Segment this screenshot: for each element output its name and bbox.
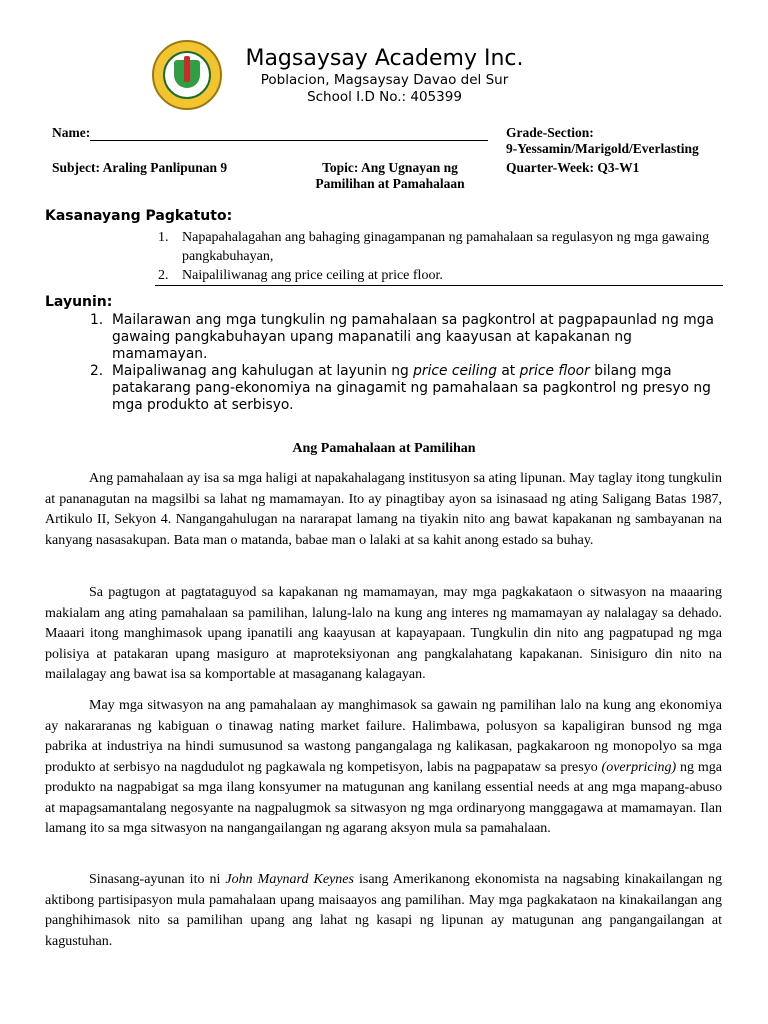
topic-label xyxy=(290,160,490,192)
text-run: May mga sitwasyon na ang pamahalaan ay manghimasok sa gawain ng pamilihan lalo na kung ang ekonomiya ay nakararanas ng kabiguan o tinawag nating market failure. Halimbawa, polusyon sa kapaligiran bunsod ng mga pabrika at industriya na hindi sumusunod sa wastong pangangalaga ng kalikasan, pagkakaroon ng monopolyo sa mga produkto at serbisyo na nagdudulot ng pagkawala ng kompetisyon, labis na pagpapataw sa presyo xyxy=(45,698,722,775)
text-run: ng mga produkto na nagpabigat sa mga ilang konsyumer na matugunan ang kanilang essential needs at ang mga mapang-abuso at mapagsamantalang negosyante na nagpalugmok sa sitwasyon ng mga ordinaryong manggagawa at mamamayan. Ilan lamang ito sa mga sitwasyon na nangangailangan ng agarang aksyon mula sa pamahalaan. xyxy=(45,759,722,836)
name-label: Name: xyxy=(52,125,91,140)
text-run: bilang mga patakarang pang-ekonomiya na ginagamit ng pamahalaan sa pagkontrol ng presyo ng mga produkto at serbisyo. xyxy=(112,363,711,413)
grade-section xyxy=(506,125,699,157)
list-number: 2. xyxy=(158,268,169,283)
topic-line-1: Topic: Ang Ugnayan ng xyxy=(322,160,458,175)
list-item xyxy=(90,363,725,414)
list-item-text xyxy=(112,363,711,413)
text-run: isang Amerikanong ekonomista na nagsabing kinakailangan ng aktibong partisipasyon mula pamahalaan upang maisaayos ang pamilihan. May mga pagkakataon na kinakailangan ang panghihimasok nito sa pamilihan upang ang lahat ng kasapi ng lipunan ay matugunan ang pangangailangan at kagustuhan. xyxy=(45,872,723,949)
list-number: 1. xyxy=(90,312,104,328)
subject-label: Subject: Araling Panlipunan 9 xyxy=(52,160,228,175)
list-item-text: Naipaliliwanag ang price ceiling at price floor. xyxy=(182,268,443,283)
school-logo xyxy=(152,40,222,110)
kasanayan-list xyxy=(155,228,723,286)
school-id: School I.D No.: 405399 xyxy=(307,89,462,105)
term-overpricing: (overpricing) xyxy=(601,759,677,775)
name-field xyxy=(52,125,488,141)
text-run: Maipaliwanag ang kahulugan at layunin ng xyxy=(112,363,414,379)
list-item xyxy=(155,266,723,286)
list-number: 2. xyxy=(90,363,104,379)
school-header xyxy=(232,46,537,106)
paragraph-3 xyxy=(45,696,722,840)
school-name: Magsaysay Academy Inc. xyxy=(245,46,524,71)
list-item xyxy=(90,312,725,363)
layunin-heading: Layunin: xyxy=(45,294,113,310)
grade-section-value: 9-Yessamin/Marigold/Everlasting xyxy=(506,141,699,156)
school-address: Poblacion, Magsaysay Davao del Sur xyxy=(260,72,509,88)
list-item xyxy=(155,228,723,266)
name-blank-line[interactable] xyxy=(90,127,488,141)
text-run: at xyxy=(496,363,520,379)
name-keynes: John Maynard Keynes xyxy=(225,872,354,887)
list-item-text: Mailarawan ang mga tungkulin ng pamahalaan sa pagkontrol at pagpapaunlad ng mga gawaing pangkabuhayan upang mapanatili ang kaayusan at kapakanan ng mamamayan. xyxy=(112,312,714,362)
article-title: Ang Pamahalaan at Pamilihan xyxy=(292,441,476,456)
layunin-list xyxy=(90,312,725,414)
grade-section-label: Grade-Section: xyxy=(506,125,594,140)
list-item-text: Napapahalagahan ang bahaging ginagampanan ng pamahalaan sa regulasyon ng mga gawaing pangkabuhayan, xyxy=(182,230,710,264)
term-price-ceiling: price ceiling xyxy=(413,363,497,379)
list-number: 1. xyxy=(158,230,169,245)
paragraph-4 xyxy=(45,870,722,952)
term-price-floor: price floor xyxy=(519,363,590,379)
paragraph-2: Sa pagtugon at pagtataguyod sa kapakanan ng mamamayan, may mga pagkakataon o sitwasyon na maaaring makialam ang ating pamahalaan sa pamilihan, lalung-lalo na kung ang interes ng mamamayan ay nalalagay sa dehado. Maaari itong manghimasok upang ipanatili ang kaayusan at kapayapaan. Tungkulin din nito ang pagpatupad ng mga polisiya at patakaran upang masiguro at maproteksiyonan ang pangkalahatang kapakanan. Sinisiguro din nito na mailalagay ang bawat isa sa komportable at masaganang kalagayan. xyxy=(45,585,722,682)
kasanayan-heading: Kasanayang Pagkatuto: xyxy=(45,208,233,224)
topic-line-2: Pamilihan at Pamahalaan xyxy=(315,176,465,191)
logo-torch xyxy=(184,56,190,82)
quarter-week-label: Quarter-Week: Q3-W1 xyxy=(506,160,640,175)
text-run: Sinasang-ayunan ito ni xyxy=(89,872,226,887)
paragraph-1: Ang pamahalaan ay isa sa mga haligi at napakahalagang institusyon sa ating lipunan. May taglay itong tungkulin at pananagutan na magsilbi sa lahat ng mamamayan. Ito ay pinagtibay ayon sa isinasaad ng ating Saligang Batas 1987, Artikulo II, Sekyon 4. Nangangahulugan na nararapat lamang na tiyakin nito ang bawat kapakanan ng sambayanan na kanyang nasasakupan. Bata man o matanda, babae man o lalaki at sa kahit anong estado sa buhay. xyxy=(45,471,722,548)
